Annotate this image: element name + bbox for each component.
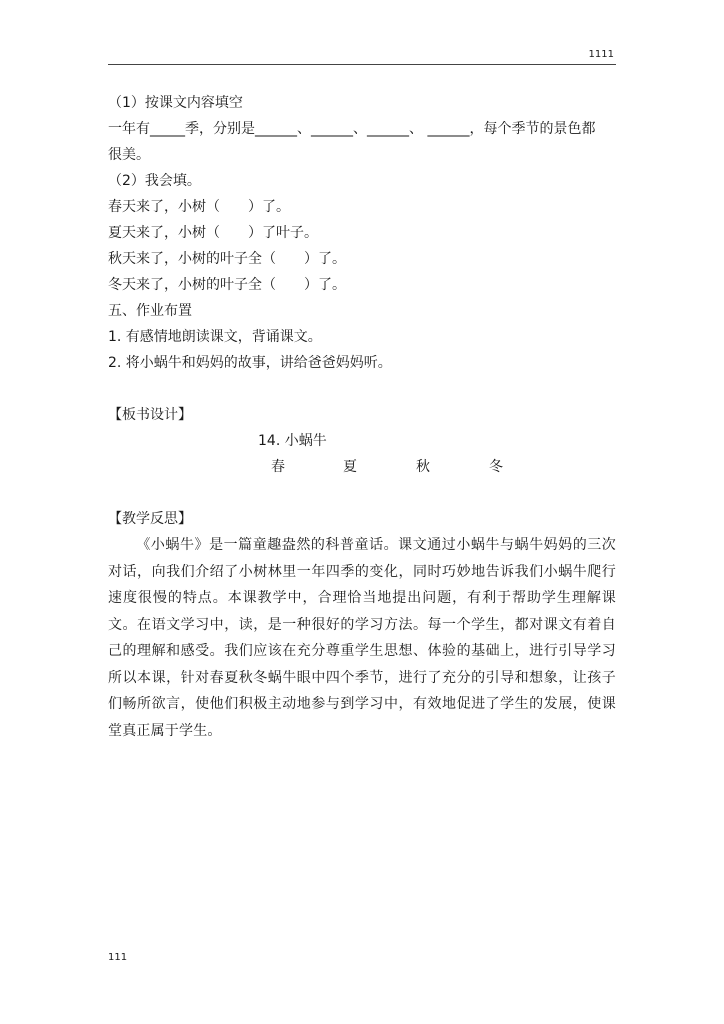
exercise1-line1: 一年有_____季，分别是______、______、______、 ______，每个季节的景色都 [108, 121, 596, 137]
homework-item: 2. 将小蜗牛和妈妈的故事，讲给爸爸妈妈听。 [108, 355, 392, 371]
exercise2-item: 秋天来了，小树的叶子全（ ）了。 [108, 251, 346, 267]
header-page-number: 1111 [588, 49, 614, 60]
exercise2-item: 夏天来了，小树（ ）了叶子。 [108, 225, 318, 241]
exercise2-item: 冬天来了，小树的叶子全（ ）了。 [108, 277, 346, 293]
reflection-heading: 【教学反思】 [108, 511, 192, 527]
footer-page-number: 111 [108, 952, 128, 963]
season-summer: 夏 [343, 459, 357, 475]
season-spring: 春 [271, 459, 285, 475]
page-header [0, 0, 724, 70]
board-heading: 【板书设计】 [108, 407, 192, 423]
exercise2-heading: （2）我会填。 [108, 173, 201, 189]
homework-item: 1. 有感情地朗读课文，背诵课文。 [108, 329, 322, 345]
board-title: 14. 小蜗牛 [258, 433, 327, 449]
homework-heading: 五、作业布置 [108, 303, 192, 319]
board-seasons [108, 454, 616, 480]
header-divider [108, 64, 616, 65]
exercise1-heading: （1）按课文内容填空 [108, 95, 243, 111]
season-winter: 冬 [489, 459, 503, 475]
season-autumn: 秋 [416, 459, 430, 475]
reflection-text: 《小蜗牛》是一篇童趣盎然的科普童话。课文通过小蜗牛与蜗牛妈妈的三次对话，向我们介绍了小树林里一年四季的变化，同时巧妙地告诉我们小蜗牛爬行速度很慢的特点。本课教学中，合理恰当地提出问题，有利于帮助学生理解课文。在语文学习中，读，是一种很好的学习方法。每一个学生，都对课文有着自己的理解和感受。我们应该在充分尊重学生思想、体验的基础上，进行引导学习所以本课，针对春夏秋冬蜗牛眼中四个季节，进行了充分的引导和想象，让孩子们畅所欲言，使他们积极主动地参与到学习中，有效地促进了学生的发展，使课堂真正属于学生。 [108, 537, 616, 739]
reflection-paragraph [108, 532, 616, 744]
spacer [108, 480, 616, 506]
exercise2-item: 春天来了，小树（ ）了。 [108, 199, 290, 215]
exercise1-line2: 很美。 [108, 147, 150, 163]
document-body [108, 90, 616, 744]
spacer [108, 376, 616, 402]
